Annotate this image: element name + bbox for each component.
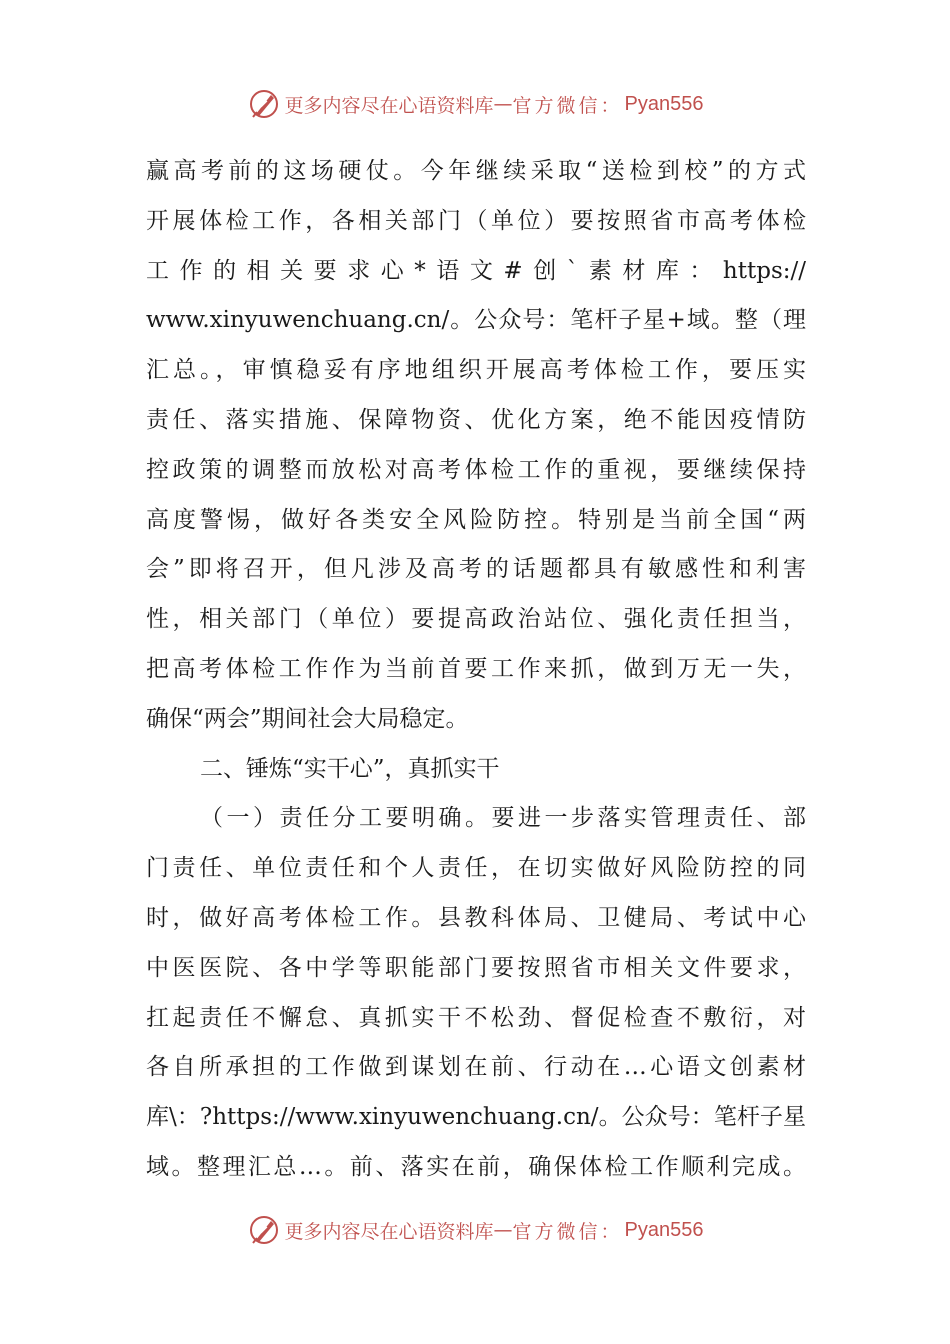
text-line: 汇总。，审慎稳妥有序地组织开展高考体检工作，要压实 (146, 357, 806, 384)
text-line: 把高考体检工作作为当前首要工作来抓，做到万无一失， (146, 655, 806, 682)
text-line: 赢高考前的这场硬仗。今年继续采取“送检到校”的方式 (146, 158, 806, 184)
banner-wechat-label: 官方微信： (512, 1220, 623, 1243)
banner-wechat-id: Pyan556 (624, 1218, 704, 1241)
text-line: 控政策的调整而放松对高考体检工作的重视，要继续保持 (146, 456, 806, 483)
text-line: 扛起责任不懈怠、真抓实干不松劲、督促检查不敷衍，对 (146, 1004, 806, 1031)
text-line: www.xinyuwenchuang.cn/。公众号：笔杆子星+域。整（理 (146, 307, 806, 334)
banner-wechat-id: Pyan556 (624, 92, 704, 115)
text-line: 性，相关部门（单位）要提高政治站位、强化责任担当， (146, 606, 806, 633)
text-line: 会”即将召开，但凡涉及高考的话题都具有敏感性和利害 (146, 556, 806, 583)
header-watermark-banner (0, 84, 950, 124)
text-line: 时，做好高考体检工作。县教科体局、卫健局、考试中心 (146, 904, 806, 931)
banner-dash: — (493, 1219, 513, 1241)
quill-pen-logo-icon (247, 1213, 281, 1247)
text-line: 高度警惕，做好各类安全风险防控。特别是当前全国“两 (146, 506, 806, 533)
text-line: 域。整理汇总…。前、落实在前，确保体检工作顺利完成。 (146, 1153, 806, 1180)
text-line: 责任、落实措施、保障物资、优化方案，绝不能因疫情防 (146, 406, 806, 433)
text-line: （一）责任分工要明确。要进一步落实管理责任、部 (200, 805, 806, 832)
text-line: 中医医院、各中学等职能部门要按照省市相关文件要求， (146, 954, 806, 981)
document-body (146, 147, 806, 1193)
banner-main-text: 更多内容尽在心语资料库 (284, 94, 494, 117)
text-line: 库\：?https://www.xinyuwenchuang.cn/。公众号：笔杆子星 (146, 1104, 806, 1131)
text-line: 确保“两会”期间社会大局稳定。 (146, 705, 469, 732)
banner-wechat-label: 官方微信： (512, 94, 623, 117)
text-line: 工作的相关要求心*语文#创`素材库：https:// (146, 257, 806, 284)
banner-dash: — (493, 93, 513, 115)
banner-main-text: 更多内容尽在心语资料库 (284, 1220, 494, 1243)
text-line: 各自所承担的工作做到谋划在前、行动在…心语文创素材 (146, 1054, 806, 1081)
text-line: 开展体检工作，各相关部门（单位）要按照省市高考体检 (146, 207, 806, 234)
section-heading: 二、锤炼“实干心”，真抓实干 (200, 755, 500, 782)
footer-watermark-banner (0, 1210, 950, 1250)
quill-pen-logo-icon (247, 87, 281, 121)
text-line: 门责任、单位责任和个人责任，在切实做好风险防控的同 (146, 855, 806, 882)
